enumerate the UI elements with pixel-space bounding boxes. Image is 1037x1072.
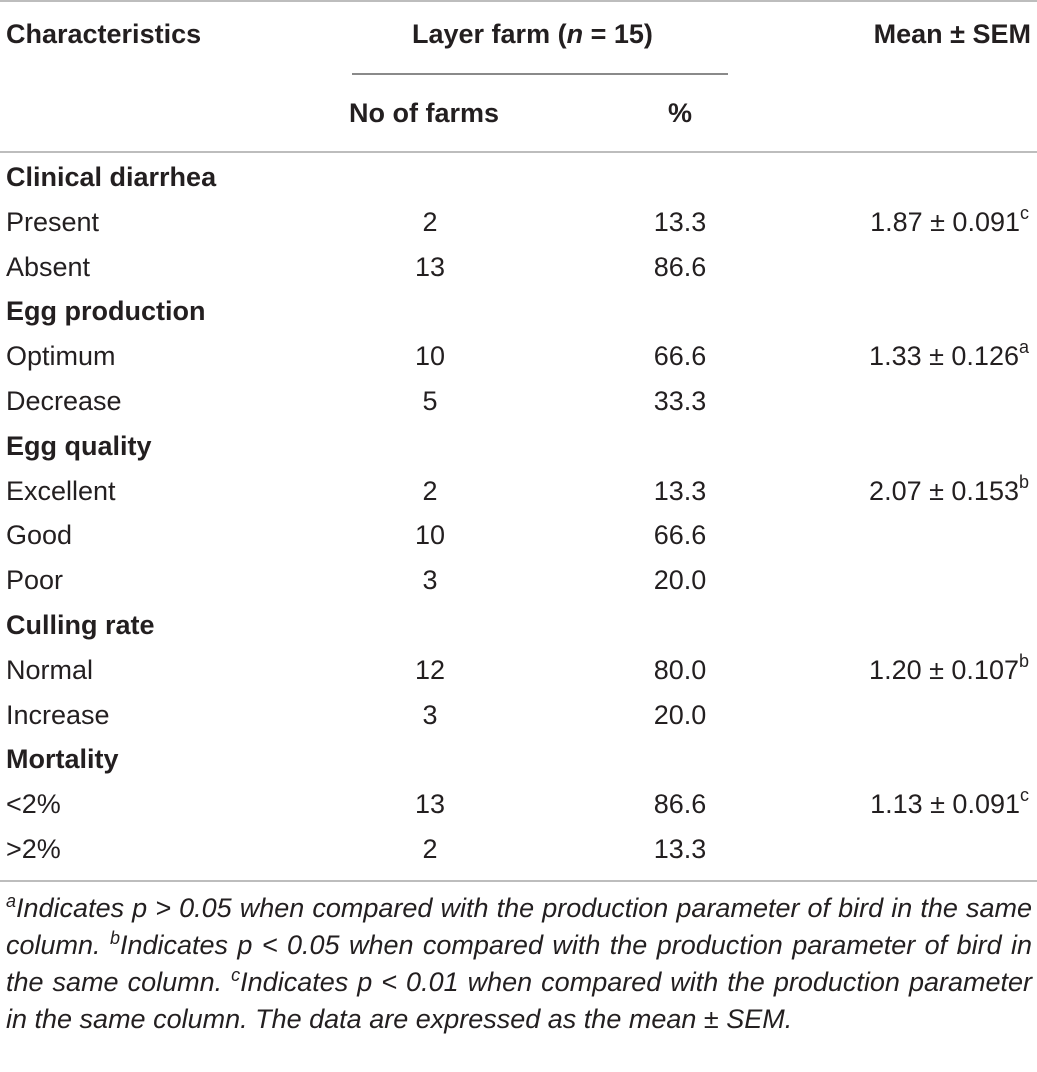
- row-label: Normal: [6, 654, 94, 685]
- section-row: [0, 737, 1037, 782]
- table-row: [0, 379, 1037, 424]
- section-label: Egg quality: [6, 430, 152, 461]
- table-footnote: [6, 890, 1032, 1038]
- farms-count-cell: 3: [422, 565, 438, 596]
- significance-superscript: a: [1018, 337, 1029, 358]
- table-row: [0, 782, 1037, 827]
- row-label: Present: [6, 206, 100, 237]
- section-label: Mortality: [6, 744, 119, 775]
- mean-sem-value: 1.13 ± 0.091: [870, 789, 1020, 820]
- farms-count-cell: 13: [414, 789, 446, 820]
- row-label: Excellent: [6, 475, 116, 506]
- table-row: [0, 827, 1037, 872]
- layer-farm-span-rule: [352, 73, 728, 75]
- row-label: <2%: [6, 789, 61, 820]
- row-label: Poor: [6, 565, 64, 596]
- farms-count-cell: 5: [422, 385, 438, 416]
- header-layer-farm-n: n: [566, 19, 584, 49]
- percent-cell: 13.3: [653, 475, 707, 506]
- mean-sem-cell: [869, 648, 1029, 693]
- mean-sem-value: 1.87 ± 0.091: [870, 206, 1020, 237]
- row-label: >2%: [6, 833, 61, 864]
- section-label: Culling rate: [6, 609, 155, 640]
- header-mean-sem: Mean ± SEM: [873, 19, 1031, 49]
- row-label: Optimum: [6, 341, 116, 372]
- mean-sem-cell: [869, 334, 1029, 379]
- footnote-mark-c: c: [231, 965, 241, 985]
- header-no-of-farms: No of farms: [349, 98, 500, 128]
- section-label: Clinical diarrhea: [6, 162, 217, 192]
- mean-sem-value: 2.07 ± 0.153: [869, 475, 1019, 506]
- table-row: [0, 469, 1037, 514]
- mean-sem-cell: [869, 469, 1029, 514]
- farms-count-cell: 10: [414, 341, 446, 372]
- percent-cell: 86.6: [653, 251, 707, 282]
- farms-count-cell: 13: [414, 251, 446, 282]
- percent-cell: 33.3: [653, 385, 707, 416]
- significance-superscript: b: [1018, 471, 1029, 492]
- farms-count-cell: 3: [422, 699, 438, 730]
- percent-cell: 20.0: [653, 699, 707, 730]
- header-layer-farm-suffix: = 15): [583, 19, 653, 49]
- table-row: [0, 648, 1037, 693]
- percent-cell: 13.3: [653, 833, 707, 864]
- table-row: [0, 558, 1037, 603]
- footnote-c-text: Indicates p < 0.01 when compared with the production parameter in the same column. The data are expressed as the mean ± SEM.: [6, 967, 1032, 1034]
- footnote-mark-a: a: [6, 891, 17, 911]
- farms-count-cell: 12: [414, 654, 446, 685]
- farms-count-cell: 2: [422, 833, 438, 864]
- section-row: [0, 424, 1037, 469]
- footnote-b-text: Indicates p < 0.05 when compared with the production parameter of bird in the same column.: [6, 930, 1033, 997]
- table-row: [0, 200, 1037, 245]
- table-top-rule: [0, 0, 1037, 2]
- section-label: Egg production: [6, 296, 206, 327]
- table-row: [0, 334, 1037, 379]
- mean-sem-cell: [870, 200, 1029, 245]
- mean-sem-value: 1.33 ± 0.126: [869, 341, 1019, 372]
- footnote-mark-b: b: [109, 928, 120, 948]
- footnote-a-text: Indicates p > 0.05 when compared with the production parameter of bird in the same column.: [6, 893, 1032, 960]
- table-row: [0, 245, 1037, 290]
- percent-cell: 20.0: [653, 565, 707, 596]
- percent-cell: 86.6: [653, 789, 707, 820]
- percent-cell: 66.6: [653, 520, 707, 551]
- farms-count-cell: 2: [422, 206, 438, 237]
- section-row: [0, 603, 1037, 648]
- section-row: [0, 155, 1037, 200]
- row-label: Increase: [6, 699, 110, 730]
- farms-count-cell: 10: [414, 520, 446, 551]
- table-row: [0, 513, 1037, 558]
- header-characteristics: Characteristics: [6, 19, 202, 49]
- percent-cell: 66.6: [653, 341, 707, 372]
- header-layer-farm-prefix: Layer farm (: [412, 19, 567, 49]
- percent-cell: 80.0: [653, 654, 707, 685]
- mean-sem-cell: [870, 782, 1029, 827]
- significance-superscript: b: [1018, 650, 1029, 671]
- header-layer-farm: [412, 18, 653, 50]
- row-label: Decrease: [6, 385, 122, 416]
- header-bottom-rule: [0, 151, 1037, 153]
- row-label: Absent: [6, 251, 91, 282]
- percent-cell: 13.3: [653, 206, 707, 237]
- table-bottom-rule: [0, 880, 1037, 882]
- significance-superscript: c: [1020, 202, 1029, 223]
- mean-sem-value: 1.20 ± 0.107: [869, 654, 1019, 685]
- farms-count-cell: 2: [422, 475, 438, 506]
- header-percent: %: [668, 98, 693, 128]
- section-row: [0, 289, 1037, 334]
- table-body: [0, 155, 1037, 872]
- significance-superscript: c: [1020, 785, 1029, 806]
- table-row: [0, 693, 1037, 738]
- row-label: Good: [6, 520, 73, 551]
